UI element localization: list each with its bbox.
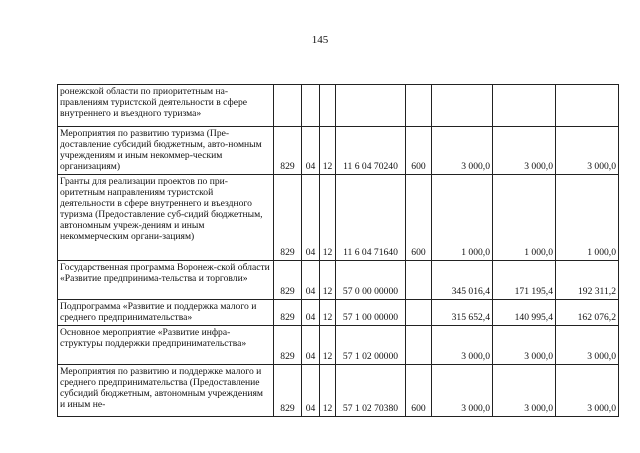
sum-year2-cell: 3 000,0 xyxy=(493,326,556,365)
pr-cell: 12 xyxy=(320,300,336,326)
vr-cell xyxy=(406,261,432,300)
rz-cell: 04 xyxy=(302,300,320,326)
grbs-cell: 829 xyxy=(274,326,302,365)
pr-cell: 12 xyxy=(320,326,336,365)
rz-cell: 04 xyxy=(302,175,320,261)
vr-cell: 600 xyxy=(406,127,432,175)
csr-cell: 57 1 00 00000 xyxy=(336,300,406,326)
csr-cell xyxy=(336,85,406,127)
vr-cell: 600 xyxy=(406,175,432,261)
item-name-cell: Мероприятия по развитию туризма (Пре-доставление субсидий бюджетным, авто-номным учреждениям и иным некоммер-ческим организациям) xyxy=(58,127,274,175)
grbs-cell: 829 xyxy=(274,261,302,300)
item-name-cell: Основное мероприятие «Развитие инфра-структуры поддержки предпринимательства» xyxy=(58,326,274,365)
sum-year2-cell: 3 000,0 xyxy=(493,365,556,417)
sum-year3-cell: 3 000,0 xyxy=(556,326,619,365)
pr-cell: 12 xyxy=(320,261,336,300)
sum-year1-cell: 315 652,4 xyxy=(432,300,493,326)
budget-table xyxy=(57,84,619,417)
csr-cell: 11 6 04 70240 xyxy=(336,127,406,175)
pr-cell: 12 xyxy=(320,127,336,175)
pr-cell: 12 xyxy=(320,365,336,417)
item-name-cell: Подпрограмма «Развитие и поддержка малого и среднего предпринимательства» xyxy=(58,300,274,326)
sum-year1-cell: 3 000,0 xyxy=(432,127,493,175)
vr-cell: 600 xyxy=(406,365,432,417)
sum-year1-cell: 3 000,0 xyxy=(432,365,493,417)
table-row xyxy=(58,85,619,127)
page-number: 145 xyxy=(311,34,329,46)
item-name-cell: Государственная программа Воронеж-ской области «Развитие предпринима-тельства и торговли» xyxy=(58,261,274,300)
table-row xyxy=(58,261,619,300)
rz-cell xyxy=(302,85,320,127)
rz-cell: 04 xyxy=(302,127,320,175)
sum-year2-cell: 171 195,4 xyxy=(493,261,556,300)
table-row xyxy=(58,326,619,365)
grbs-cell: 829 xyxy=(274,127,302,175)
item-name-cell: Гранты для реализации проектов по при-оритетным направлениям туристской деятельности в сфере внутреннего и въездного туризма (Предоставление суб-сидий бюджетным, автономным учреж-дениям и иным некоммерческим органи-зациям) xyxy=(58,175,274,261)
grbs-cell: 829 xyxy=(274,365,302,417)
item-name-cell: ронежской области по приоритетным на-правлениям туристской деятельности в сфере внутреннего и въездного туризма» xyxy=(58,85,274,127)
sum-year1-cell: 345 016,4 xyxy=(432,261,493,300)
item-name-cell: Мероприятия по развитию и поддержке малого и среднего предпринимательства (Предоставление субсидий бюджетным, автономным учреждениям и иным не- xyxy=(58,365,274,417)
grbs-cell: 829 xyxy=(274,300,302,326)
sum-year3-cell: 1 000,0 xyxy=(556,175,619,261)
rz-cell: 04 xyxy=(302,365,320,417)
csr-cell: 57 1 02 70380 xyxy=(336,365,406,417)
sum-year1-cell xyxy=(432,85,493,127)
sum-year2-cell: 3 000,0 xyxy=(493,127,556,175)
sum-year1-cell: 1 000,0 xyxy=(432,175,493,261)
vr-cell xyxy=(406,326,432,365)
grbs-cell: 829 xyxy=(274,175,302,261)
sum-year3-cell: 162 076,2 xyxy=(556,300,619,326)
table-row xyxy=(58,365,619,417)
table-row xyxy=(58,300,619,326)
vr-cell xyxy=(406,85,432,127)
grbs-cell xyxy=(274,85,302,127)
pr-cell xyxy=(320,85,336,127)
table-row xyxy=(58,127,619,175)
csr-cell: 57 1 02 00000 xyxy=(336,326,406,365)
sum-year3-cell: 3 000,0 xyxy=(556,127,619,175)
sum-year3-cell: 192 311,2 xyxy=(556,261,619,300)
csr-cell: 57 0 00 00000 xyxy=(336,261,406,300)
sum-year1-cell: 3 000,0 xyxy=(432,326,493,365)
rz-cell: 04 xyxy=(302,261,320,300)
sum-year3-cell: 3 000,0 xyxy=(556,365,619,417)
csr-cell: 11 6 04 71640 xyxy=(336,175,406,261)
vr-cell xyxy=(406,300,432,326)
pr-cell: 12 xyxy=(320,175,336,261)
budget-table-body xyxy=(58,85,619,417)
sum-year2-cell: 140 995,4 xyxy=(493,300,556,326)
sum-year3-cell xyxy=(556,85,619,127)
sum-year2-cell xyxy=(493,85,556,127)
sum-year2-cell: 1 000,0 xyxy=(493,175,556,261)
rz-cell: 04 xyxy=(302,326,320,365)
table-row xyxy=(58,175,619,261)
